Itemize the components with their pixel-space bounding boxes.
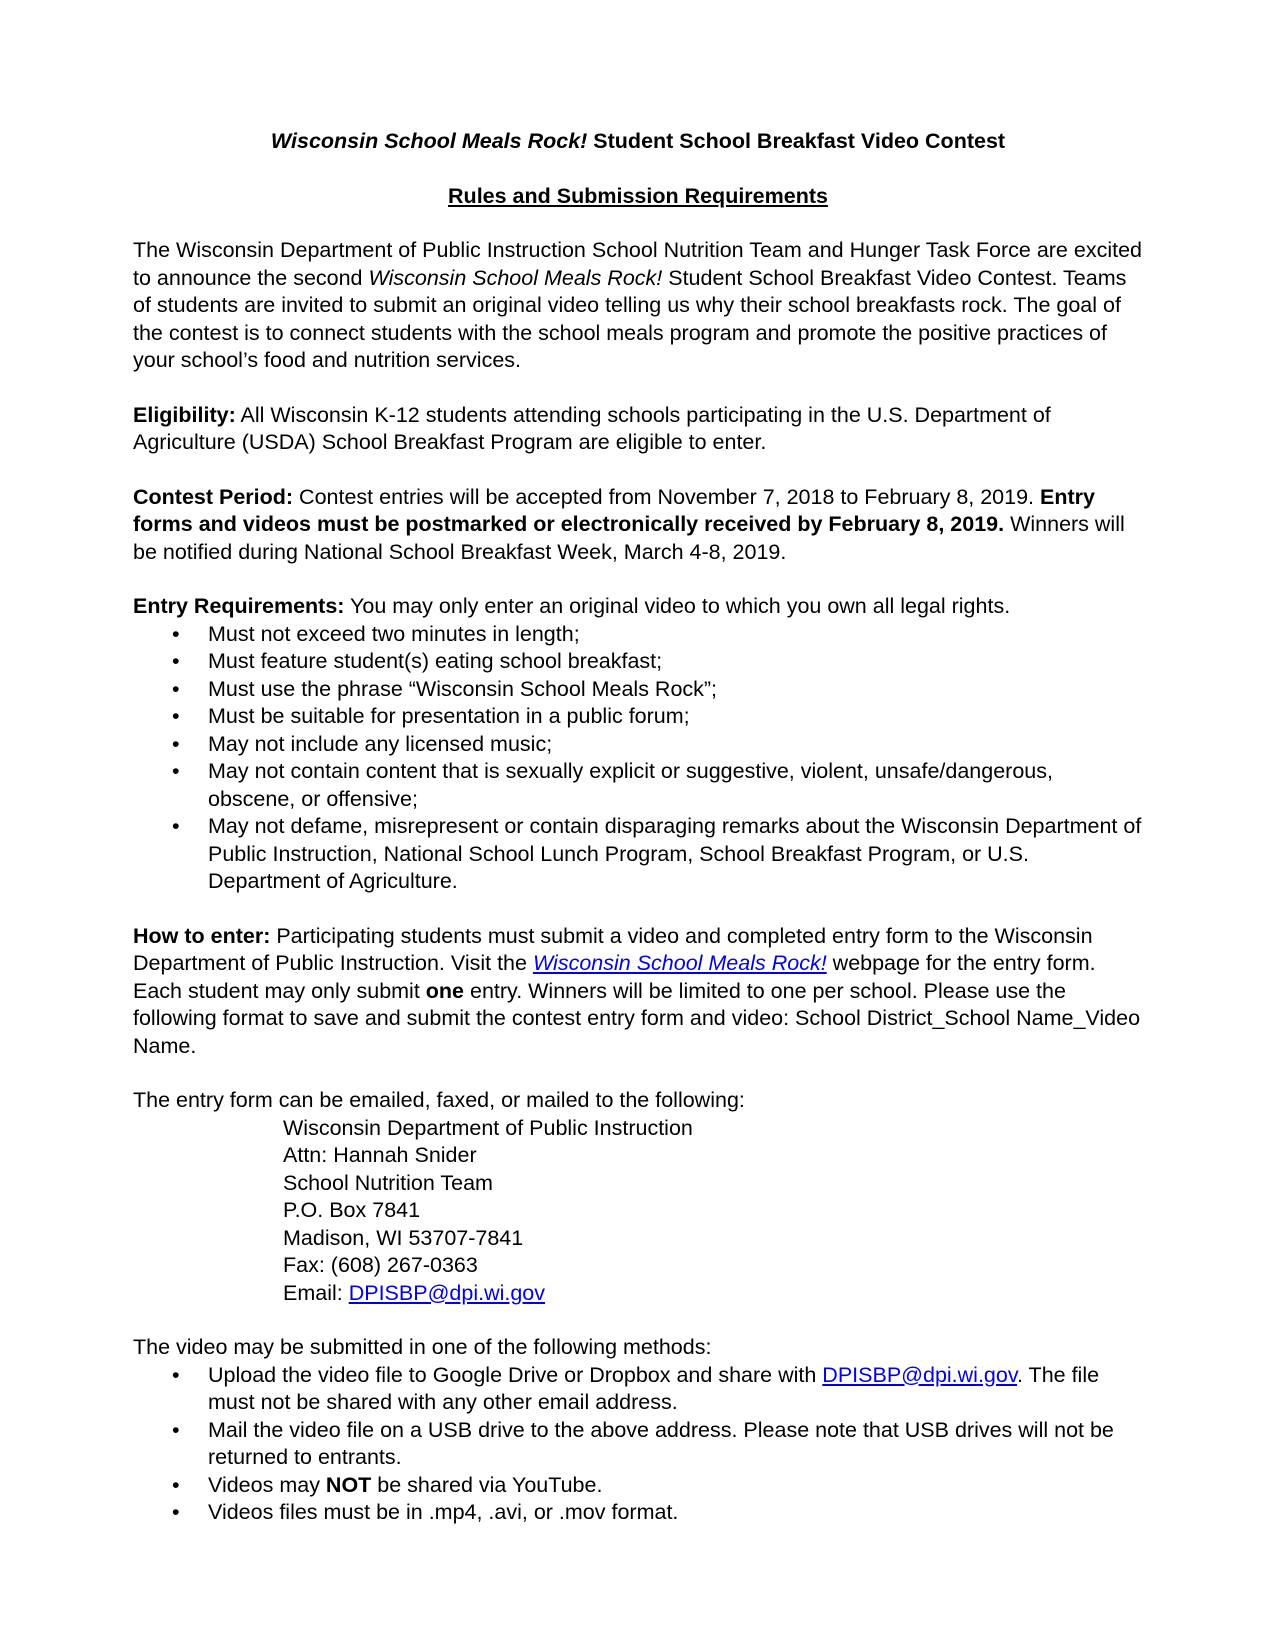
how-to-enter-text-1: Participating students must submit a video and completed entry form to the Wisconsin Department of Public Instruction. Visit the: [133, 923, 1093, 975]
list-item: • Videos files must be in .mp4, .avi, or .mov format.: [208, 1499, 1143, 1527]
email-label: Email:: [283, 1280, 349, 1305]
document-title: [133, 128, 1143, 156]
intro-text-2: Student School Breakfast Video Contest. Teams of students are invited to submit an original video telling us why their school breakfasts rock. The goal of the contest is to connect students with the school meals program and promote the positive practices of your school’s food and nutrition services.: [133, 265, 1127, 372]
contest-period-deadline: Entry forms and videos must be postmarked or electronically received by February 8, 2019.: [133, 484, 1095, 536]
contest-period-label: Contest Period:: [133, 484, 294, 509]
list-item: [208, 1362, 1143, 1417]
title-rest: Student School Breakfast Video Contest: [587, 129, 1006, 153]
eligibility-label: Eligibility:: [133, 402, 236, 427]
mailing-address: [133, 1115, 1143, 1308]
email-link[interactable]: DPISBP@dpi.wi.gov: [348, 1280, 546, 1305]
share-email-link[interactable]: DPISBP@dpi.wi.gov: [822, 1362, 1017, 1387]
method-3-bold: NOT: [325, 1472, 372, 1497]
title-italic: Wisconsin School Meals Rock!: [270, 129, 588, 153]
entry-requirements-text: You may only enter an original video to which you own all legal rights.: [344, 594, 1011, 618]
list-item: • Must be suitable for presentation in a public forum;: [208, 703, 1143, 731]
how-to-enter-paragraph: [133, 923, 1143, 1061]
method-1-text-2: . The file must not be shared with any other email address.: [208, 1362, 1100, 1414]
document-body: [133, 128, 1143, 1527]
list-item: • Must not exceed two minutes in length;: [208, 621, 1143, 649]
method-3-text-1: Videos may: [208, 1472, 326, 1497]
address-email-line: [283, 1280, 1143, 1308]
method-1-text-1: Upload the video file to Google Drive or Dropbox and share with: [208, 1362, 823, 1387]
how-to-enter-bold: one: [425, 978, 465, 1003]
meals-rock-webpage-link[interactable]: Wisconsin School Meals Rock!: [532, 951, 827, 975]
video-methods-intro: The video may be submitted in one of the following methods:: [133, 1335, 712, 1359]
how-to-enter-text-3: entry. Winners will be limited to one per school. Please use the following format to save and submit the contest entry form and video: School District_School Name_Video Name.: [133, 978, 1141, 1058]
method-3-text-2: be shared via YouTube.: [371, 1472, 603, 1497]
intro-paragraph: [133, 237, 1143, 375]
entry-requirements-paragraph: [133, 593, 1143, 621]
address-line: School Nutrition Team: [283, 1170, 493, 1195]
list-item: • May not contain content that is sexually explicit or suggestive, violent, unsafe/dangerous, obscene, or offensive;: [208, 758, 1143, 813]
list-item: • May not include any licensed music;: [208, 731, 1143, 759]
list-item: • May not defame, misrepresent or contain disparaging remarks about the Wisconsin Department of Public Instruction, National School Lunch Program, School Breakfast Program, or U.S. Department of Agriculture.: [208, 813, 1143, 896]
address-line: Fax: (608) 267-0363: [283, 1253, 478, 1277]
contest-period-text-2: Winners will be notified during National School Breakfast Week, March 4-8, 2019.: [133, 512, 1125, 564]
eligibility-paragraph: [133, 402, 1143, 457]
intro-italic: Wisconsin School Meals Rock!: [368, 265, 663, 290]
eligibility-text: All Wisconsin K-12 students attending schools participating in the U.S. Department of Agriculture (USDA) School Breakfast Program are eligible to enter.: [133, 402, 1051, 454]
entry-form-intro: The entry form can be emailed, faxed, or mailed to the following:: [133, 1088, 745, 1112]
intro-text-1: The Wisconsin Department of Public Instruction School Nutrition Team and Hunger Task Force are excited to announce the second: [133, 238, 1142, 290]
video-methods-list: [133, 1362, 1143, 1527]
address-line: Attn: Hannah Snider: [283, 1143, 477, 1167]
address-line: P.O. Box 7841: [283, 1198, 421, 1222]
entry-requirements-list: [133, 621, 1143, 896]
how-to-enter-label: How to enter:: [133, 923, 271, 948]
address-line: Madison, WI 53707-7841: [283, 1225, 524, 1250]
entry-requirements-label: Entry Requirements:: [133, 594, 345, 618]
contest-period-text-1: Contest entries will be accepted from November 7, 2018 to February 8, 2019.: [293, 484, 1040, 509]
document-subtitle: Rules and Submission Requirements: [448, 183, 828, 208]
how-to-enter-text-2: webpage for the entry form. Each student may only submit: [133, 951, 1096, 1003]
list-item: • Mail the video file on a USB drive to the above address. Please note that USB drives will not be returned to entrants.: [208, 1417, 1143, 1472]
list-item: • Must use the phrase “Wisconsin School Meals Rock”;: [208, 676, 1143, 704]
list-item: • Must feature student(s) eating school breakfast;: [208, 648, 1143, 676]
address-line: Wisconsin Department of Public Instruction: [283, 1115, 693, 1140]
contest-period-paragraph: [133, 484, 1143, 567]
list-item: [208, 1472, 1143, 1500]
